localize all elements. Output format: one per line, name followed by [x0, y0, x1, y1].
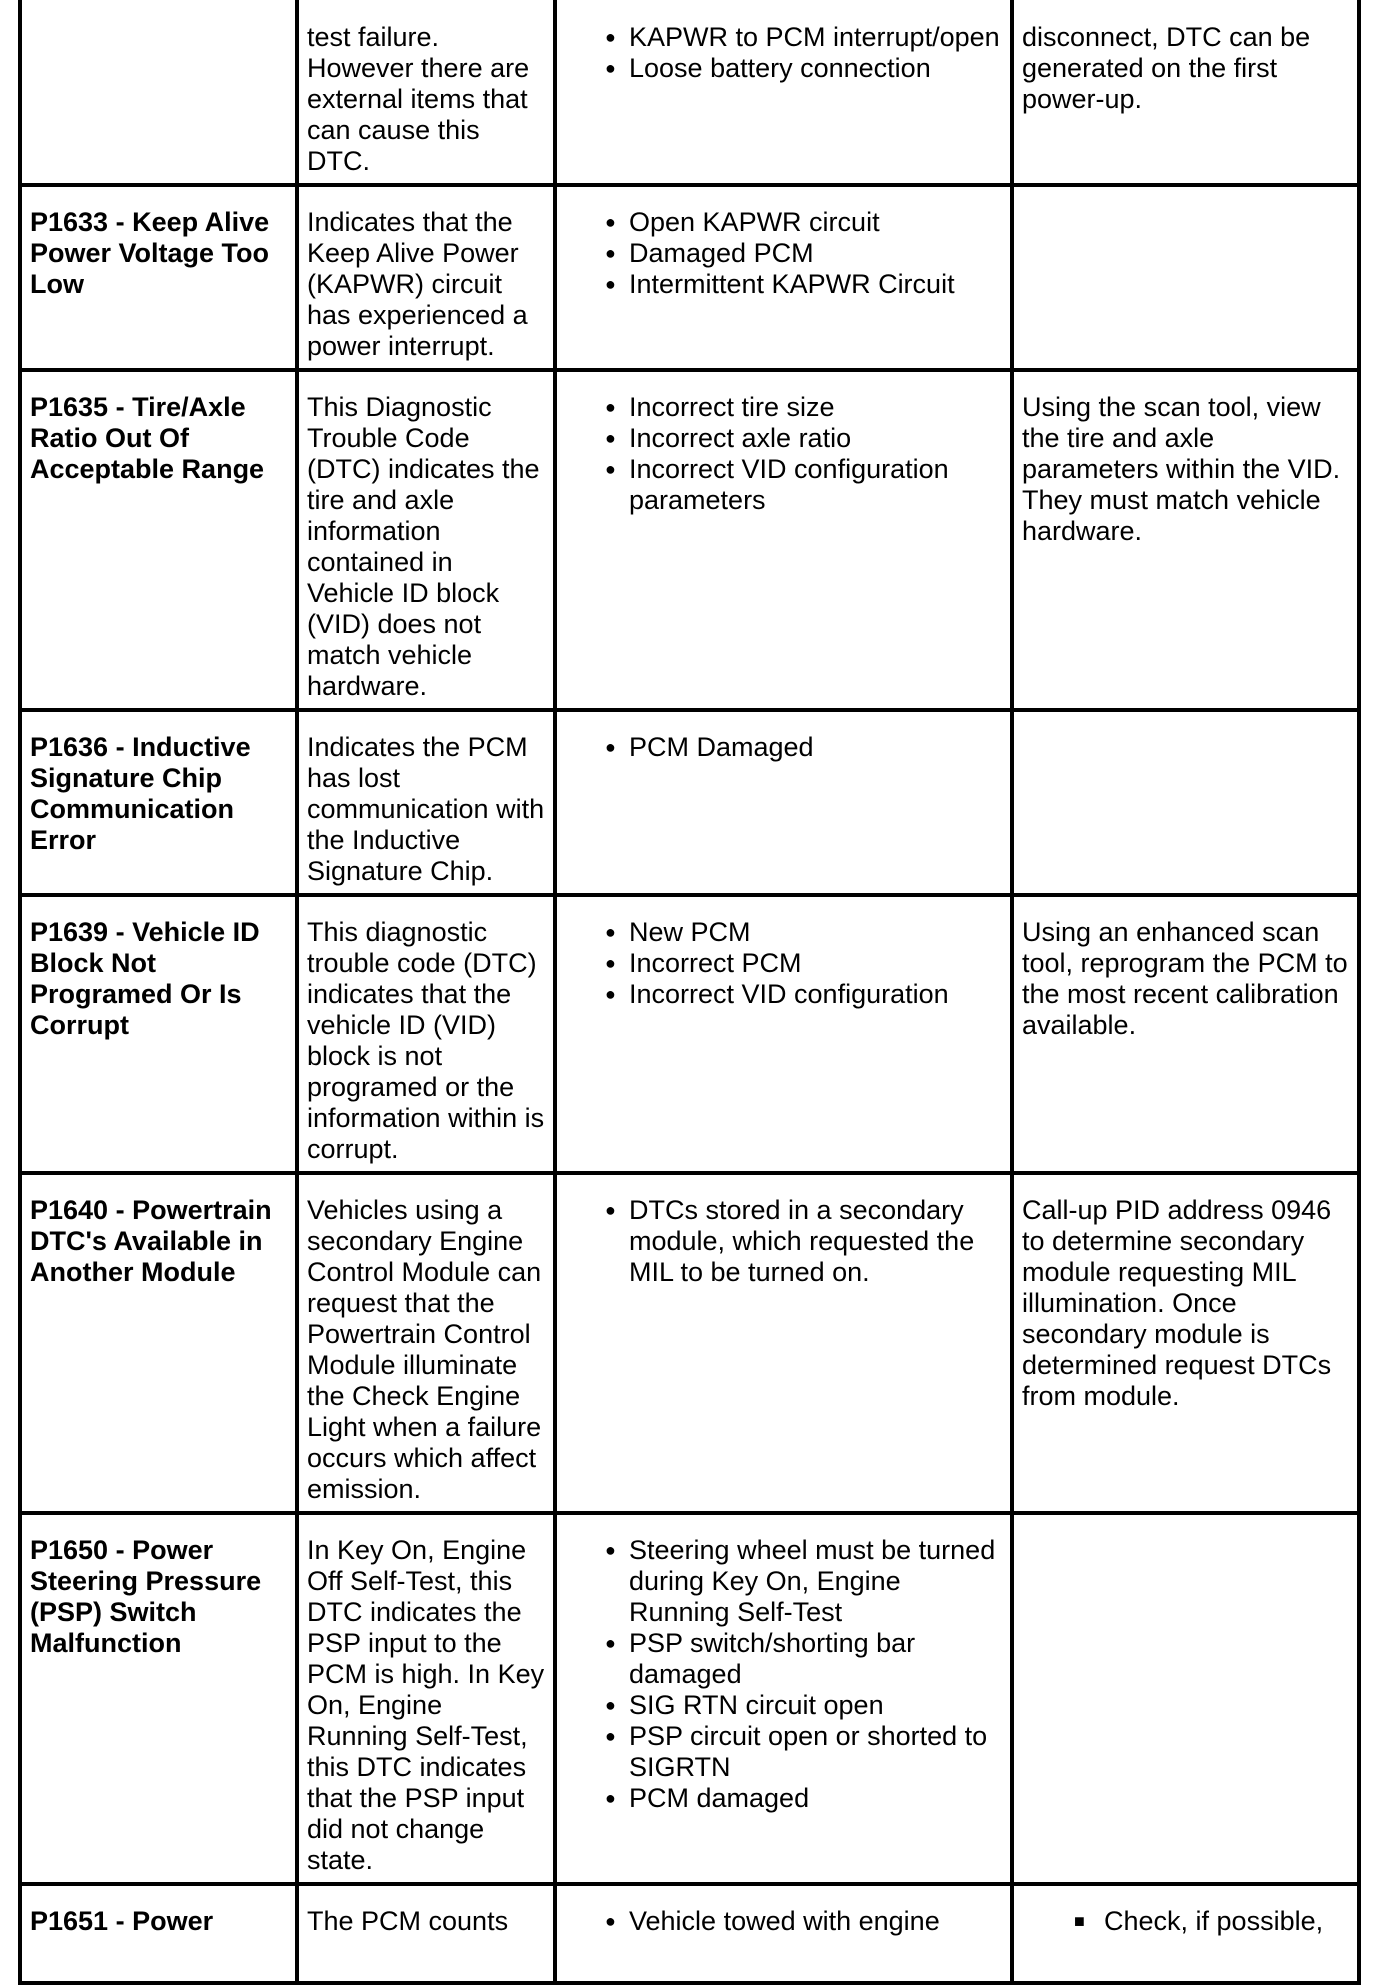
dtc-action-cell [1012, 1513, 1359, 1884]
dtc-description-cell: The PCM counts [297, 1884, 555, 1983]
list-item [605, 269, 1004, 300]
bullet-icon: ● [605, 953, 616, 973]
dtc-causes-cell [555, 1884, 1012, 1983]
list-item [605, 392, 1004, 423]
bullet-icon: ● [605, 737, 616, 757]
dtc-table [18, 0, 1361, 1985]
dtc-code-cell: P1635 - Tire/Axle Ratio Out Of Acceptable Range [20, 370, 297, 710]
bullet-icon: ● [605, 459, 616, 479]
cause-text: PSP circuit open or shorted to SIGRTN [629, 1721, 988, 1782]
table-row [20, 895, 1359, 1173]
cause-text: PSP switch/shorting bar damaged [629, 1628, 916, 1689]
bullet-icon: ● [605, 1911, 616, 1931]
cause-text: Incorrect VID configuration [629, 979, 949, 1009]
bullet-icon: ● [605, 274, 616, 294]
table-row [20, 0, 1359, 185]
table-row [20, 185, 1359, 370]
list-item [605, 917, 1004, 948]
bullet-icon: ● [605, 58, 616, 78]
dtc-action-cell [1012, 0, 1359, 185]
dtc-action-cell [1012, 895, 1359, 1173]
dtc-description-cell: This Diagnostic Trouble Code (DTC) indicates the tire and axle information contained in Vehicle ID block (VID) does not match vehicle hardware. [297, 370, 555, 710]
causes-list [565, 1906, 1004, 1937]
bullet-icon: ● [605, 1695, 616, 1715]
cause-text: Intermittent KAPWR Circuit [629, 269, 955, 299]
dtc-code-cell: P1639 - Vehicle ID Block Not Programed Or Is Corrupt [20, 895, 297, 1173]
list-item [605, 1783, 1004, 1814]
dtc-action-cell [1012, 1884, 1359, 1983]
list-item [605, 1535, 1004, 1628]
action-text: Using the scan tool, view the tire and axle parameters within the VID. They must match vehicle hardware. [1022, 392, 1341, 546]
table-row [20, 1513, 1359, 1884]
dtc-action-cell [1012, 185, 1359, 370]
bullet-icon: ● [605, 1788, 616, 1808]
causes-list [565, 917, 1004, 1010]
list-item [605, 207, 1004, 238]
bullet-icon: ● [605, 428, 616, 448]
cause-text: Steering wheel must be turned during Key On, Engine Running Self-Test [629, 1535, 996, 1627]
square-bullet-icon: ■ [1074, 1911, 1085, 1931]
list-item [605, 22, 1004, 53]
cause-text: SIG RTN circuit open [629, 1690, 884, 1720]
table-row [20, 710, 1359, 895]
bullet-icon: ● [605, 1726, 616, 1746]
bullet-icon: ● [605, 1540, 616, 1560]
dtc-code-cell: P1650 - Power Steering Pressure (PSP) Switch Malfunction [20, 1513, 297, 1884]
list-item [605, 948, 1004, 979]
list-item [605, 423, 1004, 454]
dtc-causes-cell [555, 1173, 1012, 1513]
dtc-action-cell [1012, 370, 1359, 710]
bullet-icon: ● [605, 1200, 616, 1220]
dtc-description-cell: Indicates that the Keep Alive Power (KAPWR) circuit has experienced a power interrupt. [297, 185, 555, 370]
list-item [605, 732, 1004, 763]
causes-list [565, 1535, 1004, 1814]
dtc-description-cell: This diagnostic trouble code (DTC) indicates that the vehicle ID (VID) block is not programed or the information within is corrupt. [297, 895, 555, 1173]
dtc-action-cell [1012, 710, 1359, 895]
causes-list [565, 392, 1004, 516]
dtc-action-cell [1012, 1173, 1359, 1513]
dtc-causes-cell [555, 895, 1012, 1173]
causes-list [565, 22, 1004, 84]
list-item [605, 1690, 1004, 1721]
table-row [20, 370, 1359, 710]
dtc-code-cell: P1640 - Powertrain DTC's Available in Another Module [20, 1173, 297, 1513]
action-list [1022, 1906, 1351, 1937]
dtc-causes-cell [555, 1513, 1012, 1884]
causes-list [565, 732, 1004, 763]
dtc-causes-cell [555, 185, 1012, 370]
cause-text: DTCs stored in a secondary module, which requested the MIL to be turned on. [629, 1195, 975, 1287]
list-item [605, 1628, 1004, 1690]
cause-text: Incorrect VID configuration parameters [629, 454, 949, 515]
list-item [605, 979, 1004, 1010]
cause-text: Open KAPWR circuit [629, 207, 880, 237]
bullet-icon: ● [605, 27, 616, 47]
action-text: Using an enhanced scan tool, reprogram the PCM to the most recent calibration available. [1022, 917, 1348, 1040]
bullet-icon: ● [605, 922, 616, 942]
bullet-icon: ● [605, 397, 616, 417]
list-item [605, 238, 1004, 269]
list-item [605, 454, 1004, 516]
list-item [605, 1721, 1004, 1783]
list-item [605, 1195, 1004, 1288]
dtc-description-cell: test failure. However there are external items that can cause this DTC. [297, 0, 555, 185]
bullet-icon: ● [605, 243, 616, 263]
action-text: Call-up PID address 0946 to determine secondary module requesting MIL illumination. Once secondary module is determined request DTCs from module. [1022, 1195, 1332, 1411]
dtc-code-cell: P1651 - Power [20, 1884, 297, 1983]
cause-text: PCM Damaged [629, 732, 814, 762]
dtc-code-cell: P1633 - Keep Alive Power Voltage Too Low [20, 185, 297, 370]
dtc-code-cell [20, 0, 297, 185]
bullet-icon: ● [605, 212, 616, 232]
cause-text: Incorrect PCM [629, 948, 802, 978]
bullet-icon: ● [605, 984, 616, 1004]
list-item [605, 1906, 1004, 1937]
cause-text: Incorrect tire size [629, 392, 835, 422]
dtc-description-cell: Vehicles using a secondary Engine Control Module can request that the Powertrain Control Module illuminate the Check Engine Light when a failure occurs which affect emission. [297, 1173, 555, 1513]
causes-list [565, 1195, 1004, 1288]
cause-text: New PCM [629, 917, 751, 947]
cause-text: Incorrect axle ratio [629, 423, 852, 453]
cause-text: Damaged PCM [629, 238, 814, 268]
table-row [20, 1884, 1359, 1983]
list-item [1074, 1906, 1351, 1937]
action-item-text: Check, if possible, [1104, 1906, 1324, 1936]
dtc-table-body [20, 0, 1359, 1983]
cause-text: Loose battery connection [629, 53, 931, 83]
cause-text: PCM damaged [629, 1783, 810, 1813]
table-row [20, 1173, 1359, 1513]
bullet-icon: ● [605, 1633, 616, 1653]
cause-text: KAPWR to PCM interrupt/open [629, 22, 1000, 52]
causes-list [565, 207, 1004, 300]
dtc-code-cell: P1636 - Inductive Signature Chip Communication Error [20, 710, 297, 895]
dtc-description-cell: In Key On, Engine Off Self-Test, this DTC indicates the PSP input to the PCM is high. In Key On, Engine Running Self-Test, this DTC indicates that the PSP input did not change state. [297, 1513, 555, 1884]
list-item [605, 53, 1004, 84]
dtc-causes-cell [555, 710, 1012, 895]
action-text: disconnect, DTC can be generated on the first power-up. [1022, 22, 1311, 114]
dtc-description-cell: Indicates the PCM has lost communication with the Inductive Signature Chip. [297, 710, 555, 895]
dtc-causes-cell [555, 370, 1012, 710]
dtc-causes-cell [555, 0, 1012, 185]
cause-text: Vehicle towed with engine [629, 1906, 940, 1936]
